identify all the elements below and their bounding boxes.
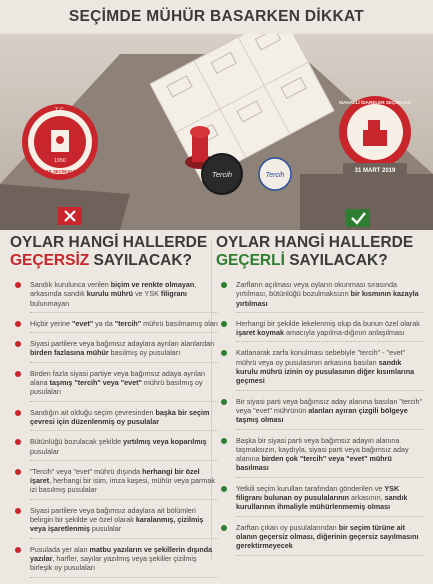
rule-text: , harfler, sayılar yazılmış veya şekiller çizilmiş birleşik oy pusulaları xyxy=(30,553,197,573)
rule-text: "evet" xyxy=(71,318,94,328)
rule-item xyxy=(10,545,218,578)
item-separator xyxy=(30,362,218,363)
valid-heading-line1: OYLAR HANGİ HALLERDE xyxy=(216,234,414,251)
rule-text: Zarftan çıkan oy pusulalarından xyxy=(236,522,339,532)
rule-text: Başka bir siyasi parti veya bağımsız adayın alanına taşmaksızın, kaydıyla, siyasi parti veya bağımsız aday alanına xyxy=(236,435,409,464)
rule-text: Zarfların açılması veya oyların okunması sırasında yırtılması, bütünlüğü bozulmaksızın xyxy=(236,280,397,299)
rule-item xyxy=(10,437,218,461)
bullet-icon xyxy=(221,282,227,288)
rule-text: , arkasında sandık xyxy=(30,280,197,299)
rule-text: taşmış "tercih" veya "evet" xyxy=(49,378,142,388)
rule-text: Siyasi partilere veya bağımsız adaylara ait bölümleri belirgin bir şekilde ve özel olarak xyxy=(30,505,196,525)
item-separator xyxy=(236,516,424,517)
rule-item xyxy=(216,397,424,430)
rule-item xyxy=(10,506,218,539)
item-separator xyxy=(236,477,424,478)
invalid-heading-line1: OYLAR HANGİ HALLERDE xyxy=(10,234,208,251)
rule-text: mührü basılmamış olan xyxy=(141,318,218,328)
rule-text: karalanmış, çizilmiş veya işaretlenmiş xyxy=(30,515,204,534)
rule-text: basılmış oy pusulaları xyxy=(108,348,181,358)
rule-text: bir kısmının kazayla yırtılması xyxy=(236,289,419,308)
invalid-keyword: GEÇERSİZ xyxy=(10,252,90,269)
item-separator xyxy=(236,429,424,430)
rule-text: "tercih" xyxy=(114,318,142,328)
valid-marker xyxy=(346,209,370,227)
invalid-heading-rest: SAYILACAK? xyxy=(93,252,193,269)
rule-text: YSK filigranı bulunan oy pusulalarının xyxy=(236,483,400,503)
rule-item xyxy=(10,369,218,402)
rule-text: sandık kurulu mührü izinin oy pusulasının diğer kısımlarına geçmesi xyxy=(236,357,415,386)
valid-heading-rest: SAYILACAK? xyxy=(289,252,388,269)
rule-item xyxy=(10,339,218,363)
item-separator xyxy=(30,577,218,578)
rule-text: kurulu mührü xyxy=(86,289,134,299)
item-separator xyxy=(236,312,424,313)
rule-text: Bütünlüğü bozulacak şekilde xyxy=(30,437,124,447)
dark-stamp-label: Tercih xyxy=(211,170,233,179)
item-separator xyxy=(30,312,218,313)
rule-text: "Tercih" veya "evet" mührü dışında xyxy=(30,466,143,476)
rule-text: Katlanarak zarfa konulması sebebiyle "tercih" - "evet" mührü veya oy pusulasının arkasına basılan xyxy=(236,348,406,367)
rule-text: Herhangi bir şekilde lekelenmiş olup da bunun özel olarak xyxy=(236,318,420,328)
item-separator xyxy=(30,538,218,539)
bullet-icon xyxy=(15,547,21,553)
rule-text: Sandığın ait olduğu seçim çevresinden xyxy=(30,407,156,417)
bullet-icon xyxy=(15,410,21,416)
rule-text: Sandık kurulunca verilen xyxy=(30,280,111,289)
rule-item xyxy=(216,319,424,343)
rule-text: yırtılmış veya koparılmış xyxy=(123,437,207,447)
rule-item xyxy=(10,467,218,500)
rule-text: Hiçbir yerine xyxy=(30,318,72,328)
rule-text: Bir siyasi parti veya bağımsız aday alanına basılan "tercih" veya "evet" mührünün xyxy=(236,396,423,415)
rule-text: Pusulada yer alan xyxy=(30,544,90,554)
invalid-votes-section xyxy=(10,234,218,584)
rule-item xyxy=(10,319,218,333)
bullet-icon xyxy=(15,341,21,347)
bullet-icon xyxy=(15,371,21,377)
page-title: SEÇİMDE MÜHÜR BASARKEN DİKKAT xyxy=(68,8,365,25)
rule-text: ve YSK xyxy=(133,289,161,299)
rule-text: herhangi bir özel işaret xyxy=(30,466,200,486)
election-logo-date: 31 MART 2019 xyxy=(354,168,396,174)
item-separator xyxy=(30,460,218,461)
invalid-list xyxy=(10,280,218,578)
rule-text: alanları ayıran çizgili bölgeye taşmış olması xyxy=(236,405,408,425)
hero-illustration xyxy=(0,34,433,230)
election-logo-top: MAHALLİ İDARELER SEÇİMLERİ xyxy=(339,100,411,105)
rule-item xyxy=(10,280,218,313)
rule-text: amacıyla yapılma-dığının anlaşılması xyxy=(283,328,405,338)
rule-text: matbu yazıların ve şekillerin dışında yazılar xyxy=(30,544,213,563)
rule-text: Yetkili seçim kurulları tarafından gönderilen ve xyxy=(236,483,385,493)
rule-text: ya da xyxy=(93,318,115,328)
rule-text: başka bir seçim çevresi için düzenlenmiş oy pusulalar xyxy=(30,407,210,426)
rule-text: pusulalar xyxy=(30,446,60,456)
item-separator xyxy=(30,430,218,431)
ysk-logo-top: T.C. xyxy=(54,108,66,114)
item-separator xyxy=(236,341,424,342)
bullet-icon xyxy=(221,525,227,531)
rule-text: birden çok "tercih" veya "evet" mührü basılması xyxy=(236,454,392,473)
rule-item xyxy=(10,408,218,432)
rule-text: pusulalar xyxy=(89,524,122,534)
rule-text: Siyasi partilere veya bağımsız adaylara ayrılan alanlardan xyxy=(30,339,215,349)
ysk-logo-bottom: YÜKSEK SEÇİM KURULU xyxy=(33,169,87,174)
invalid-heading xyxy=(10,234,218,270)
rule-text: birden fazlasına mühür xyxy=(30,348,109,358)
bullet-icon xyxy=(15,439,21,445)
valid-heading xyxy=(216,234,424,270)
rule-text: Birden fazla siyasi partiye veya bağımsız adaya ayrılan alana xyxy=(30,368,205,388)
valid-list xyxy=(216,280,424,556)
item-separator xyxy=(30,401,218,402)
rule-item xyxy=(216,484,424,517)
rule-text: mührü basılmış oy pusulaları xyxy=(30,378,203,397)
rule-item xyxy=(216,280,424,313)
bullet-icon xyxy=(221,321,227,327)
invalid-marker xyxy=(58,207,82,225)
rule-text: işaret koymak xyxy=(236,328,284,338)
rule-item xyxy=(216,348,424,390)
rule-text: bir seçim türüne ait olanın geçersiz olması, diğerinin geçersiz sayılmasını gerektirmeyecek xyxy=(236,522,419,551)
item-separator xyxy=(236,555,424,556)
bullet-icon xyxy=(15,282,21,288)
item-separator xyxy=(30,332,218,333)
bullet-icon xyxy=(221,438,227,444)
valid-votes-section xyxy=(216,234,424,562)
rule-item xyxy=(216,436,424,478)
rule-text: arkasının, xyxy=(349,493,385,503)
item-separator xyxy=(236,390,424,391)
bullet-icon xyxy=(221,399,227,405)
bullet-icon xyxy=(15,508,21,514)
rule-text: bulunmayan xyxy=(30,298,70,308)
rule-text: biçim ve renkte olmayan xyxy=(110,280,195,289)
rule-text: filigranı xyxy=(160,289,187,299)
rule-text: , herhangi bir isim, imza kaşesi, mühür veya parmak izi basılmış pusulalar xyxy=(30,476,215,495)
bullet-icon xyxy=(221,350,227,356)
rule-text: sandık kurullarının ihmaliyle mühürlenmemiş olması xyxy=(236,493,408,512)
bullet-icon xyxy=(221,486,227,492)
rule-item xyxy=(216,523,424,556)
ysk-logo-year: 1950 xyxy=(53,158,67,164)
valid-keyword: GEÇERLİ xyxy=(216,252,285,269)
bullet-icon xyxy=(15,321,21,327)
election-logo xyxy=(339,96,411,168)
item-separator xyxy=(30,499,218,500)
light-stamp-label: Tercih xyxy=(265,172,285,179)
bullet-icon xyxy=(15,469,21,475)
